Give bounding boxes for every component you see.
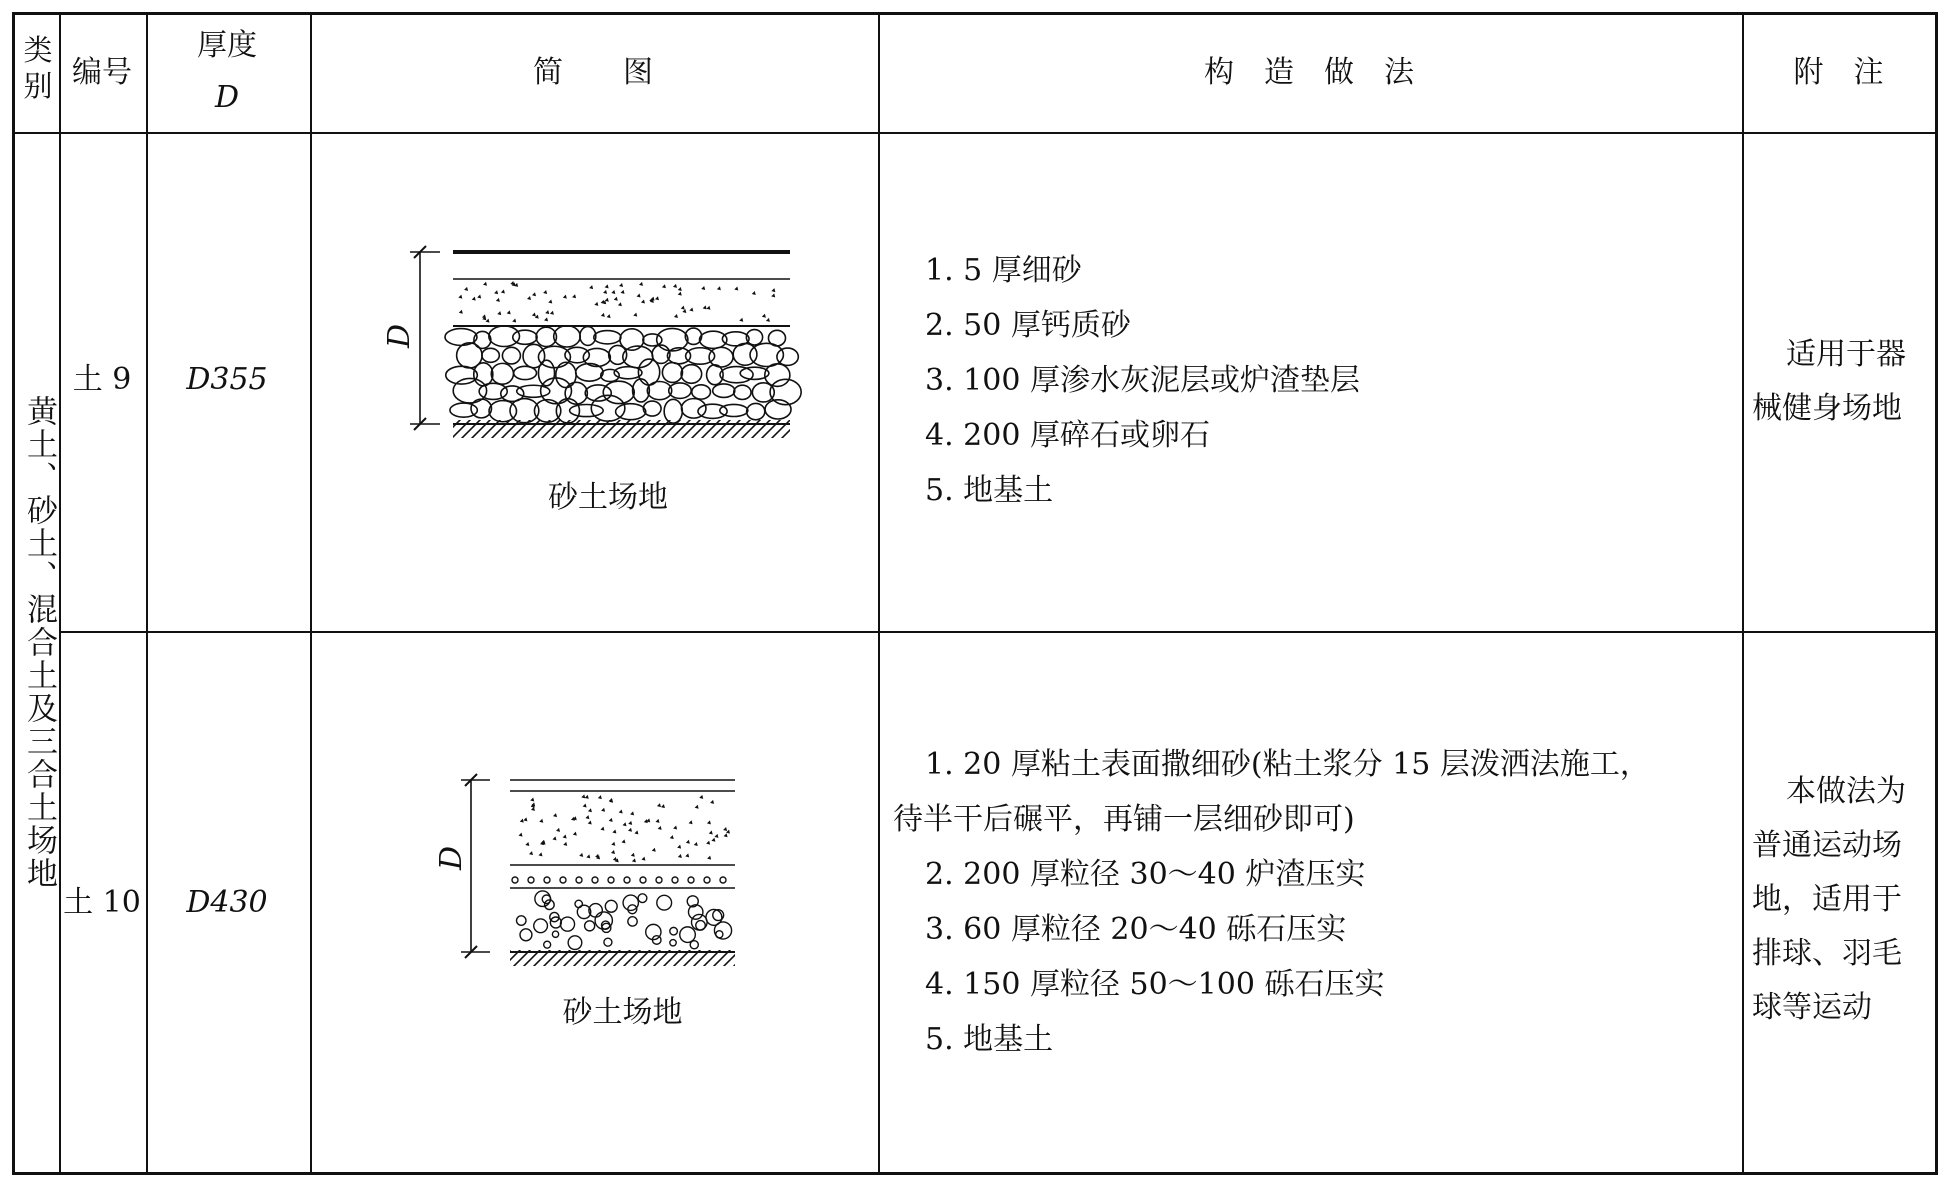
header-code: 编号 [72, 55, 132, 90]
row2-step: 4. 150 厚粒径 50～100 砾石压实 [925, 967, 1385, 1002]
row1-note-line: 适用于器 [1786, 337, 1906, 372]
header-thickness: 厚度 [197, 28, 257, 63]
row2-step: 待半干后碾平，再铺一层细砂即可) [893, 802, 1355, 837]
row2-step: 2. 200 厚粒径 30～40 炉渣压实 [925, 857, 1366, 892]
header-thickness-symbol: D [214, 80, 240, 115]
row1-diagram-label: 砂土场地 [548, 480, 668, 515]
category-value: 黄土、砂土、混合土及三合土场地 [21, 395, 57, 890]
row1-step: 5. 地基土 [925, 473, 1054, 508]
row2-step: 3. 60 厚粒径 20～40 砾石压实 [925, 912, 1347, 947]
row2-note-line: 排球、羽毛 [1752, 936, 1902, 971]
row2-steps [893, 737, 1650, 1067]
row1-step: 3. 100 厚渗水灰泥层或炉渣垫层 [925, 363, 1360, 398]
row1-thickness: D355 [186, 362, 268, 397]
row2-note [1752, 765, 1936, 1035]
row1-dim-label: D [382, 323, 418, 349]
header-category: 类别 [23, 33, 53, 103]
header-diagram: 简 图 [533, 55, 653, 90]
row1-step: 1. 5 厚细砂 [925, 253, 1082, 288]
row2-code: 土 10 [63, 885, 141, 920]
row2-note-line: 球等运动 [1752, 990, 1872, 1025]
row2-note-line: 地，适用于 [1752, 882, 1902, 917]
row1-step: 4. 200 厚碎石或卵石 [925, 418, 1210, 453]
header-note: 附 注 [1793, 55, 1884, 90]
row2-note-line: 本做法为 [1786, 774, 1906, 809]
row1-step: 2. 50 厚钙质砂 [925, 308, 1131, 343]
header-method: 构 造 做 法 [1204, 55, 1414, 90]
row1-note-line: 械健身场地 [1752, 391, 1902, 426]
row2-note-line: 普通运动场 [1752, 828, 1902, 863]
row2-step: 5. 地基土 [925, 1022, 1054, 1057]
row2-step: 1. 20 厚粘土表面撒细砂(粘土浆分 15 层泼洒法施工， [925, 747, 1650, 782]
row2-dim-label: D [434, 845, 470, 871]
row2-thickness: D430 [186, 885, 268, 920]
row1-code: 土 9 [72, 362, 132, 397]
row2-diagram-label: 砂土场地 [562, 995, 683, 1030]
